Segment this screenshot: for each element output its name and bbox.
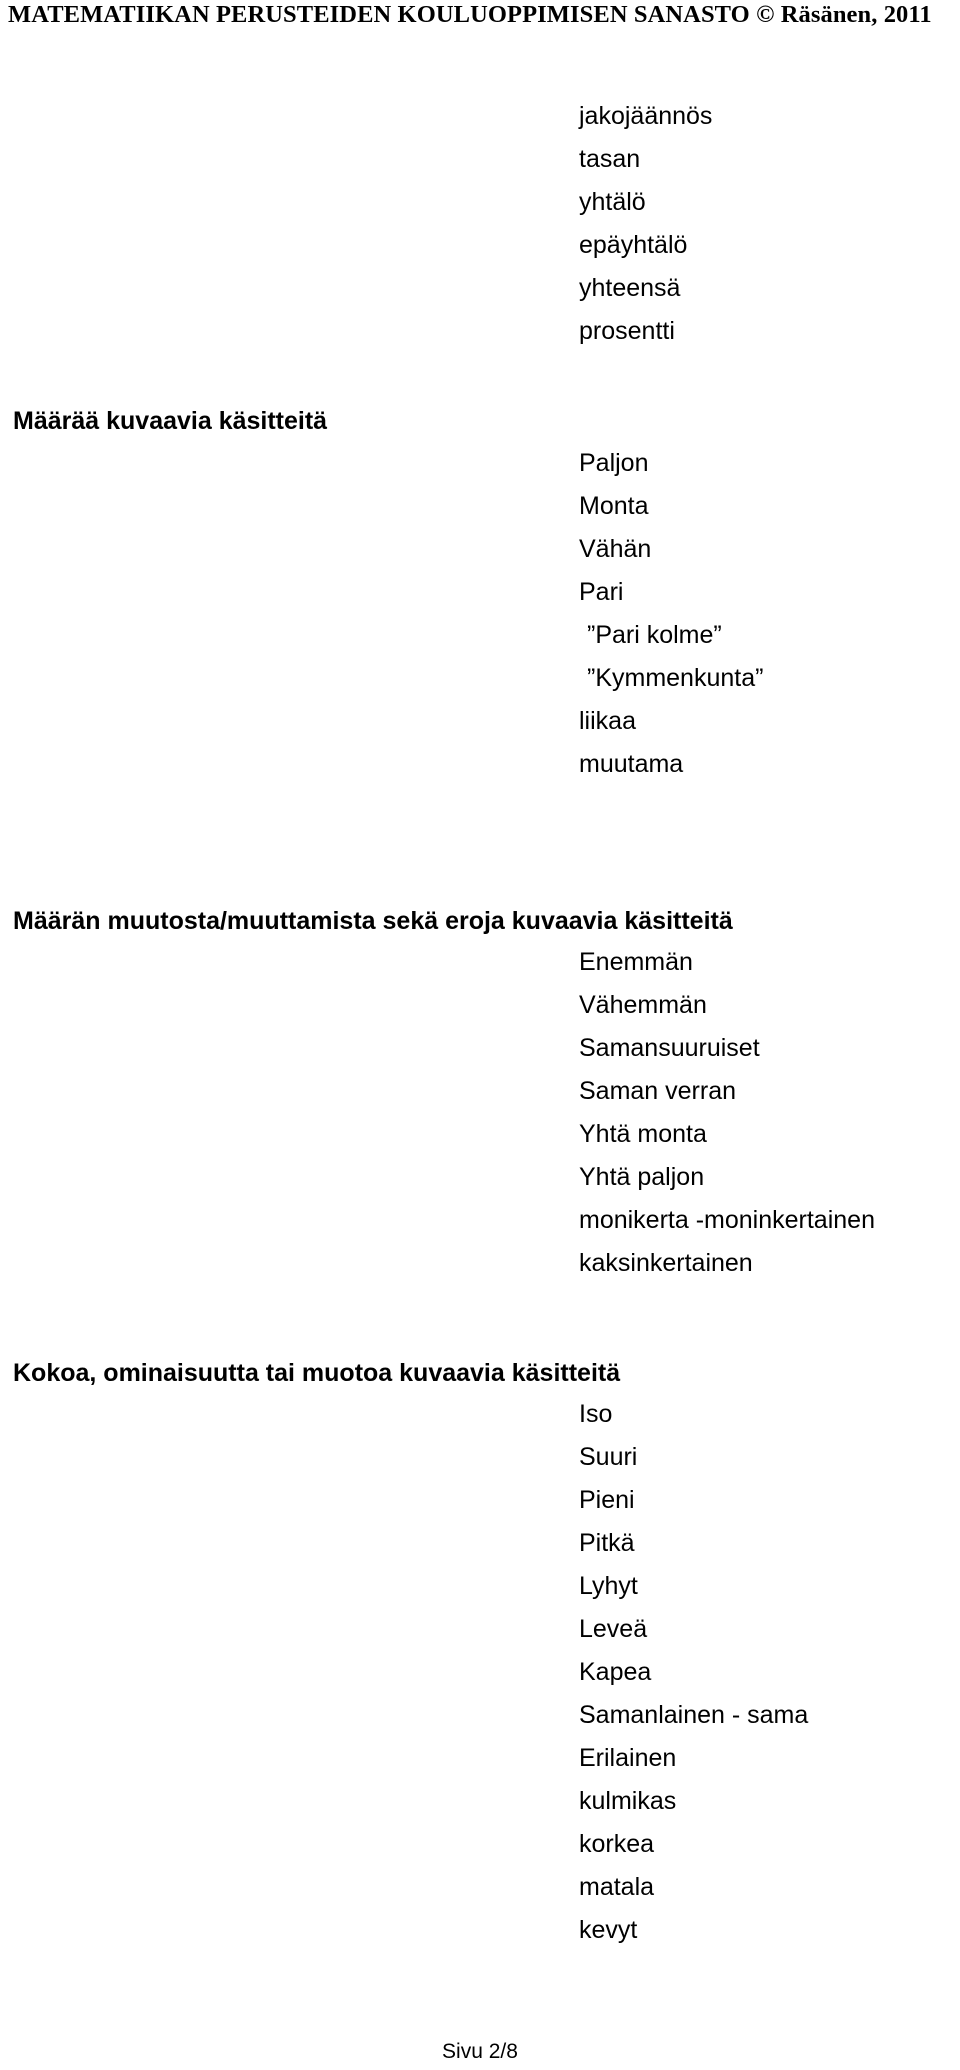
term-list-continued — [579, 95, 712, 353]
term-item: prosentti — [579, 317, 675, 345]
term-item: monikerta -moninkertainen — [579, 1206, 875, 1234]
term-item: kaksinkertainen — [579, 1249, 753, 1277]
term-item: Saman verran — [579, 1077, 737, 1105]
document-header: MATEMATIIKAN PERUSTEIDEN KOULUOPPIMISEN SANASTO © Räsänen, 2011 — [8, 1, 932, 28]
term-item: korkea — [579, 1830, 655, 1858]
term-item: Enemmän — [579, 948, 693, 976]
term-item: Iso — [579, 1400, 613, 1428]
section-heading-size-shape: Kokoa, ominaisuutta tai muotoa kuvaavia käsitteitä — [13, 1359, 621, 1387]
term-item: liikaa — [579, 707, 636, 735]
term-item: Yhtä paljon — [579, 1163, 705, 1191]
term-item: kevyt — [579, 1916, 638, 1944]
term-item: Vähemmän — [579, 991, 707, 1019]
term-list-quantity — [579, 442, 763, 786]
term-list-size-shape — [579, 1393, 808, 1952]
term-item: kulmikas — [579, 1787, 677, 1815]
term-item: Kapea — [579, 1658, 652, 1686]
term-item: Pari — [579, 578, 624, 606]
term-item: Paljon — [579, 449, 649, 477]
term-item: yhtälö — [579, 188, 646, 216]
term-item: tasan — [579, 145, 641, 173]
term-item: epäyhtälö — [579, 231, 688, 259]
term-item: Suuri — [579, 1443, 638, 1471]
term-item: Monta — [579, 492, 649, 520]
term-item: Vähän — [579, 535, 652, 563]
term-list-change — [579, 941, 875, 1285]
page-number: Sivu 2/8 — [442, 2040, 518, 2063]
term-item: Samansuuruiset — [579, 1034, 760, 1062]
term-item: Erilainen — [579, 1744, 677, 1772]
term-item: jakojäännös — [579, 102, 713, 130]
term-item: ”Pari kolme” — [587, 621, 722, 649]
term-item: Yhtä monta — [579, 1120, 707, 1148]
section-heading-change: Määrän muutosta/muuttamista sekä eroja kuvaavia käsitteitä — [13, 907, 733, 935]
term-item: Lyhyt — [579, 1572, 638, 1600]
term-item: muutama — [579, 750, 684, 778]
term-item: Leveä — [579, 1615, 648, 1643]
term-item: ”Kymmenkunta” — [587, 664, 764, 692]
term-item: Pieni — [579, 1486, 635, 1514]
term-item: yhteensä — [579, 274, 681, 302]
term-item: Samanlainen - sama — [579, 1701, 809, 1729]
term-item: Pitkä — [579, 1529, 635, 1557]
section-heading-quantity: Määrää kuvaavia käsitteitä — [13, 407, 328, 435]
term-item: matala — [579, 1873, 655, 1901]
